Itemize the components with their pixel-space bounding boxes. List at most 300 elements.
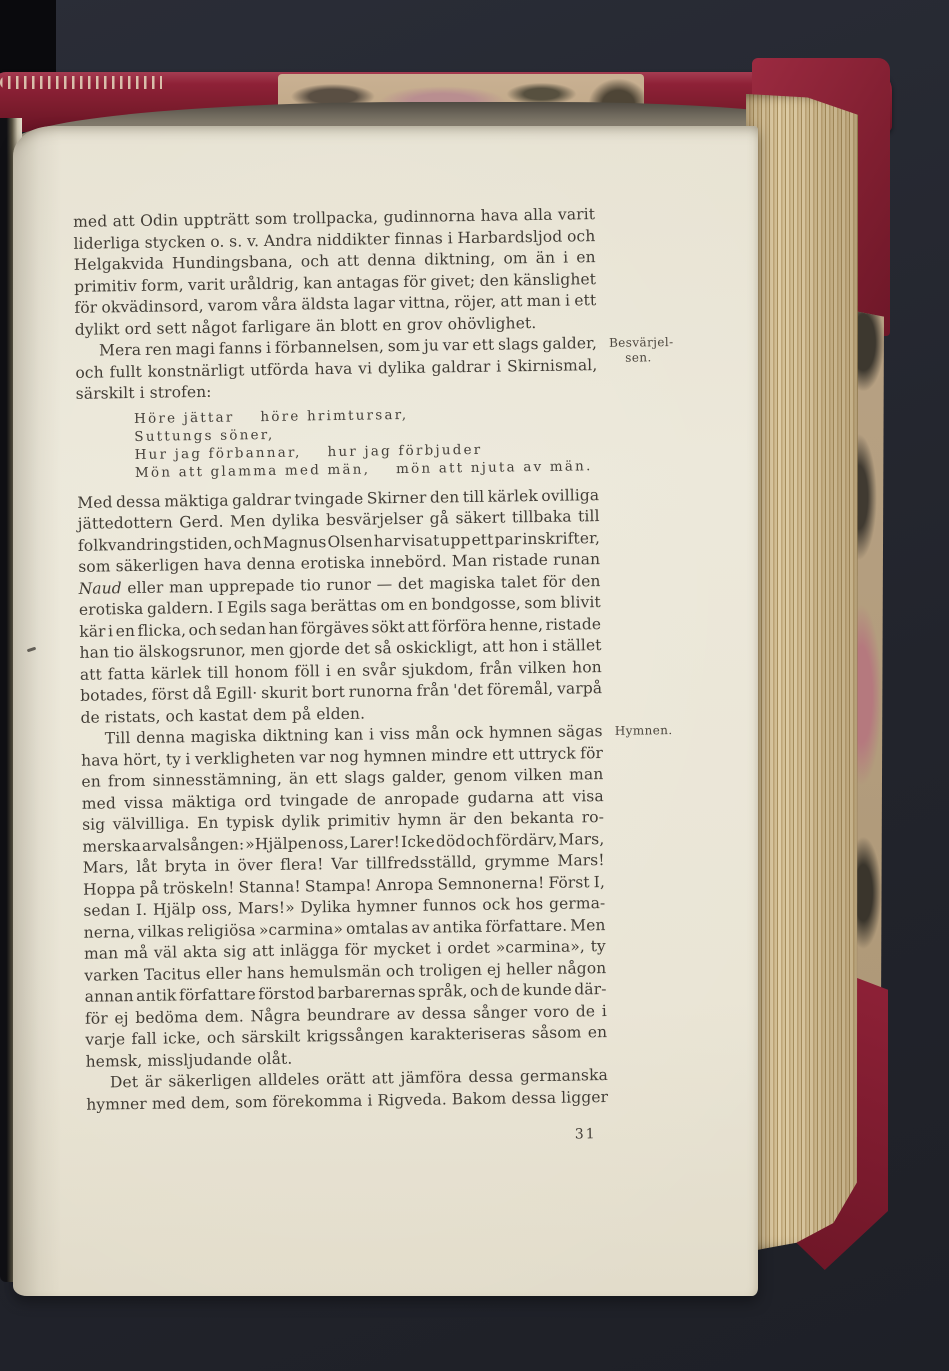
paragraph	[73, 204, 597, 341]
word: i	[564, 291, 571, 310]
word: fanns	[218, 339, 263, 358]
word: sedan	[83, 901, 131, 920]
word: gudarna	[467, 787, 535, 807]
word: vissa	[123, 793, 164, 812]
word: Icke	[400, 832, 435, 851]
word: än	[535, 248, 556, 268]
word: runorna	[348, 681, 413, 701]
margin-note	[609, 335, 695, 366]
word: inskrifter,	[522, 528, 601, 548]
word: som	[387, 336, 421, 356]
word: bondgosse,	[431, 594, 521, 614]
word: Mera	[98, 340, 142, 360]
word: och	[75, 362, 104, 382]
word: som	[234, 1092, 268, 1112]
word: mäktiga	[164, 491, 229, 511]
word: dylik	[281, 812, 321, 831]
word: en	[81, 772, 101, 791]
word: runan	[552, 550, 601, 569]
word: ristade	[492, 550, 549, 570]
word: Larer!	[349, 832, 401, 852]
word: och	[566, 226, 596, 246]
word: galdern.	[146, 598, 214, 618]
word: dessa	[511, 1088, 557, 1107]
word: vittna,	[398, 293, 451, 313]
word: Till	[104, 729, 131, 748]
word: diktning	[262, 726, 329, 746]
word: eller	[205, 963, 243, 983]
word: magiska	[190, 727, 257, 747]
paragraph	[81, 721, 673, 1073]
word: och	[188, 620, 218, 639]
word: att	[112, 211, 135, 231]
word: hemulsmän	[289, 961, 382, 982]
word: man	[568, 765, 604, 784]
word: om	[380, 595, 405, 615]
word: o.	[210, 232, 225, 251]
word: den	[429, 487, 460, 507]
word: beundrare	[306, 1004, 391, 1024]
word: denna	[246, 554, 296, 574]
verse-line: Höre jättar höre hrimtursar,	[133, 406, 409, 427]
word: sökt	[371, 617, 405, 636]
word: lagar	[353, 294, 396, 313]
word: erotiska	[78, 599, 144, 619]
word: visat	[401, 530, 440, 550]
word: antika	[432, 917, 483, 937]
word: Tacitus	[143, 964, 201, 984]
word: ovilliga	[541, 485, 600, 505]
word: ej	[486, 960, 502, 979]
word: där-	[574, 980, 607, 999]
word: förgäves	[300, 618, 370, 638]
word: anropade	[384, 788, 460, 808]
stray-ink-mark	[27, 647, 36, 653]
word: magiska	[428, 573, 496, 593]
word: hava	[314, 359, 353, 378]
word: för	[403, 272, 427, 291]
word: skurit	[261, 683, 308, 703]
word: bedöma	[135, 1007, 199, 1027]
word: fall	[131, 1029, 157, 1049]
word: dessa	[468, 1067, 514, 1087]
word: väl	[153, 943, 178, 962]
word: och	[469, 981, 499, 1001]
word: Bakom	[451, 1089, 507, 1108]
word: denna	[136, 728, 186, 747]
word: varje	[85, 1030, 126, 1049]
word: en	[408, 595, 428, 614]
word: dem.	[204, 1006, 245, 1026]
word: nerna,	[83, 922, 136, 942]
text-line: dylikt ord sett något farligare än blott en grov ohövlighet.	[74, 313, 537, 339]
word: i	[368, 725, 375, 744]
word: sig	[223, 942, 247, 961]
word: Rigveda.	[377, 1089, 447, 1109]
word: viss	[379, 724, 410, 744]
word: upp	[440, 530, 471, 549]
word: vi	[358, 358, 373, 378]
word: i	[325, 661, 331, 680]
word: uttryck	[518, 743, 576, 763]
word: död	[435, 831, 466, 851]
word: jättedottern	[77, 513, 173, 533]
margin-note-line: sen.	[625, 350, 652, 365]
word: säkerligen	[168, 1071, 252, 1091]
word: nog	[329, 747, 360, 766]
word: ren	[144, 340, 173, 359]
word: icke,	[162, 1029, 201, 1048]
word: fördärv,	[495, 830, 558, 850]
word: trollpacka,	[292, 208, 379, 228]
word: I.	[135, 900, 148, 920]
word: fatta	[107, 664, 146, 683]
word: med	[73, 212, 108, 231]
word: sinnesstämning,	[152, 769, 283, 790]
word: den	[473, 809, 503, 828]
word: den	[479, 270, 510, 290]
word: tillbaka	[511, 507, 572, 527]
word: tio	[299, 575, 322, 595]
word: i	[496, 357, 502, 376]
word: det	[397, 574, 424, 593]
word: röjer,	[454, 292, 497, 312]
word: förekomma	[272, 1091, 363, 1111]
word: äldsta	[301, 294, 350, 314]
page-block-right-edge	[746, 94, 858, 1252]
word: älskogsrunor,	[138, 641, 247, 661]
word: tillfredsställd,	[365, 852, 477, 873]
word: mycket	[373, 939, 431, 959]
word: sedan	[219, 619, 267, 639]
word: voro	[533, 1002, 570, 1021]
word: alla	[523, 205, 553, 225]
word: än	[288, 769, 309, 788]
word: ord	[244, 791, 272, 810]
word: välvilliga.	[112, 814, 190, 834]
word: religiösa	[186, 920, 256, 940]
word: I	[216, 598, 224, 617]
word: Odin	[140, 211, 179, 230]
word: Några	[250, 1006, 301, 1025]
word: mindre	[430, 745, 488, 765]
word: förbannelsen,	[274, 337, 385, 357]
word: erotiska	[300, 553, 366, 573]
word: ligger	[561, 1087, 609, 1107]
word: tvingade	[294, 489, 364, 509]
word: varom	[207, 296, 259, 315]
word: blivit	[560, 593, 601, 612]
word: Egill·	[215, 684, 258, 703]
word: i	[542, 636, 548, 655]
word: »carmina»,	[495, 937, 586, 957]
word: av	[411, 918, 430, 937]
word: för	[84, 1008, 108, 1028]
word: så	[374, 639, 392, 658]
word: Var	[331, 854, 359, 874]
word: gå	[429, 509, 450, 528]
word: är	[144, 1072, 162, 1091]
word: primitiv	[327, 811, 391, 831]
word: tio	[113, 643, 135, 662]
word: särskilt	[241, 1027, 301, 1047]
word: germanska	[519, 1066, 609, 1086]
word: hon	[572, 657, 602, 677]
word: tröskeln!	[162, 878, 235, 898]
word: först	[151, 685, 189, 704]
word: Naud	[78, 578, 122, 598]
word: stället	[551, 636, 602, 655]
word: fullt	[109, 362, 143, 381]
word: honom	[234, 662, 289, 682]
word: —	[376, 574, 393, 593]
word: slags	[497, 334, 539, 354]
word: v.	[246, 231, 260, 250]
word: annan	[84, 987, 134, 1006]
word: ett	[471, 530, 494, 549]
word: typisk	[225, 812, 275, 832]
word: föll	[294, 661, 320, 681]
word: runor	[326, 574, 372, 594]
word: att	[500, 292, 523, 311]
word: Det	[109, 1073, 139, 1092]
word: har	[373, 531, 401, 550]
word: inlägga	[279, 941, 340, 960]
word: krigssången	[306, 1026, 404, 1046]
word: mån	[415, 724, 450, 743]
word: omtalas	[345, 918, 409, 938]
word: varit	[187, 275, 226, 294]
word: och	[466, 831, 495, 850]
word: ock	[482, 895, 511, 914]
word: med	[81, 793, 117, 813]
word: en	[576, 248, 596, 267]
word: uppträtt	[183, 210, 250, 230]
word: Men	[570, 915, 606, 935]
word: författare.	[485, 916, 568, 936]
word: en	[336, 661, 357, 680]
word: diktning,	[424, 249, 496, 269]
word: i	[563, 248, 569, 267]
word: att	[407, 617, 430, 636]
word: man	[168, 577, 204, 596]
word: då	[192, 684, 213, 704]
word: ett	[315, 769, 338, 788]
word: galdrar	[431, 357, 491, 377]
word: varken	[84, 965, 140, 985]
word: hos	[515, 894, 544, 914]
word: galdrar	[231, 490, 292, 510]
word: genom	[453, 766, 508, 786]
word: Hjälp	[152, 900, 197, 919]
word: hymn	[397, 810, 442, 830]
word: dem,	[190, 1093, 231, 1112]
word: säkerligen	[115, 556, 199, 576]
margin-note-line: Besvärjel-	[608, 334, 674, 350]
word: kunde	[522, 980, 572, 1000]
word: och	[206, 1028, 236, 1047]
word: Dylika	[300, 897, 351, 917]
word: ro-	[581, 808, 605, 827]
word: kärlek	[150, 663, 202, 683]
word: i	[367, 1091, 373, 1110]
paragraphs-container	[73, 204, 674, 1116]
word: bort	[311, 682, 345, 702]
word: ett	[472, 335, 495, 354]
word: henne,	[489, 615, 544, 635]
word: om	[503, 249, 528, 268]
word: finnas	[394, 228, 444, 248]
word: Gerd.	[179, 512, 224, 532]
word: bekanta	[510, 808, 575, 828]
word: saga	[270, 597, 308, 616]
word: Semnonerna!	[437, 873, 545, 894]
word: att	[371, 1069, 394, 1088]
word: »Hjälpen	[245, 833, 318, 853]
word: för	[344, 940, 368, 959]
word: våra	[261, 295, 298, 315]
word: botades,	[80, 685, 148, 705]
word: ty	[165, 749, 182, 769]
word: att	[252, 941, 275, 961]
word: varpå	[556, 679, 603, 698]
word: de	[500, 981, 521, 1000]
word: språk,	[417, 982, 468, 1001]
page-text-block	[73, 204, 674, 1153]
text-line: de ristats, och kastat dem på elden.	[80, 704, 366, 727]
word: Skirner	[366, 488, 427, 508]
word: av	[396, 1004, 416, 1023]
word: är	[448, 810, 466, 829]
word: känslighet	[513, 269, 597, 289]
word: ty	[590, 937, 606, 956]
word: slags	[344, 768, 386, 787]
word: akta	[182, 942, 218, 962]
verse-line: Suttungs söner,	[134, 426, 275, 445]
word: gjorde	[288, 639, 341, 659]
word: okvädinsord,	[101, 296, 204, 317]
word: säkert	[455, 508, 506, 528]
word: vilken	[514, 765, 563, 785]
word: tvingade	[279, 790, 349, 810]
word: hon	[508, 637, 539, 656]
word: till	[577, 507, 600, 526]
word: form,	[140, 275, 184, 295]
verse-line: Mön att glamma med män, mön att njuta av män.	[134, 457, 593, 481]
word: Mars,	[82, 858, 129, 877]
word: givet;	[430, 271, 476, 291]
verse-block	[134, 403, 599, 482]
word: uråldrig,	[229, 274, 300, 294]
word: Stanna!	[238, 877, 301, 896]
word: karakteriseras	[409, 1024, 526, 1044]
word: kärlek	[487, 486, 538, 506]
word: det	[344, 639, 371, 658]
word: galder,	[391, 767, 447, 787]
word: ett	[492, 744, 515, 764]
word: dylika	[377, 358, 426, 377]
word: ju	[423, 336, 440, 355]
verse-line: Hur jag förbannar, hur jag förbjuder	[134, 441, 483, 463]
word: som	[524, 593, 557, 613]
word: orätt	[326, 1069, 366, 1089]
word: för	[580, 743, 604, 762]
word: från	[416, 681, 450, 700]
word: Olsen	[327, 531, 373, 551]
word: Hundingsbana,	[171, 252, 293, 273]
word: eller	[127, 578, 164, 597]
word: dessa	[421, 1003, 467, 1023]
word: 'det	[453, 680, 484, 700]
word: grymme	[484, 851, 550, 871]
word: arvalsången:	[141, 834, 245, 855]
word: från	[479, 658, 513, 678]
word: Andra	[263, 230, 313, 250]
word: de	[356, 789, 377, 809]
word: dessa	[115, 492, 161, 511]
word: talet	[500, 572, 538, 592]
word: förföra	[431, 616, 487, 636]
word: i	[265, 338, 272, 358]
word: för	[74, 298, 98, 317]
word: Först	[548, 872, 590, 892]
word: förstod	[258, 984, 316, 1004]
word: var	[299, 747, 326, 767]
word: Egils	[226, 598, 267, 617]
word: till	[462, 487, 485, 506]
word: Med	[77, 492, 113, 512]
word: sjukdom,	[401, 659, 474, 679]
word: i	[601, 1001, 607, 1020]
word: »carmina»	[258, 919, 344, 939]
word: Mars!»	[237, 898, 295, 918]
word: och	[233, 533, 263, 553]
word: såsom	[531, 1023, 582, 1043]
word: hymner	[356, 896, 418, 916]
margin-note-line: Hymnen.	[614, 723, 673, 738]
word: berättas	[310, 596, 377, 616]
word: liderliga	[73, 233, 141, 253]
word: för	[542, 572, 566, 591]
word: och	[385, 961, 415, 980]
word: var	[442, 336, 469, 355]
word: verkligheten	[194, 748, 296, 768]
word: ej	[114, 1008, 129, 1027]
word: konstnärligt	[147, 360, 245, 381]
margin-note	[615, 723, 701, 739]
word: visa	[572, 786, 604, 806]
word: from	[107, 771, 146, 791]
word: bryta	[164, 856, 207, 876]
word: hymnen	[488, 722, 553, 742]
word: må	[123, 943, 149, 963]
word: vilkas	[137, 921, 185, 941]
word: utförda	[250, 359, 310, 379]
word: germa-	[548, 894, 606, 913]
word: i	[107, 621, 114, 640]
word: kär	[79, 621, 106, 641]
word: med	[151, 1093, 187, 1113]
word: oskickligt,	[396, 637, 479, 658]
word: sånger	[472, 1002, 528, 1022]
word: par	[494, 529, 522, 549]
book-headband-stitching	[0, 76, 162, 89]
word: kan	[303, 273, 333, 292]
word: magi	[175, 339, 216, 359]
word: författare	[178, 985, 256, 1005]
word: i	[185, 749, 191, 768]
word: Skirnismal,	[506, 355, 598, 375]
